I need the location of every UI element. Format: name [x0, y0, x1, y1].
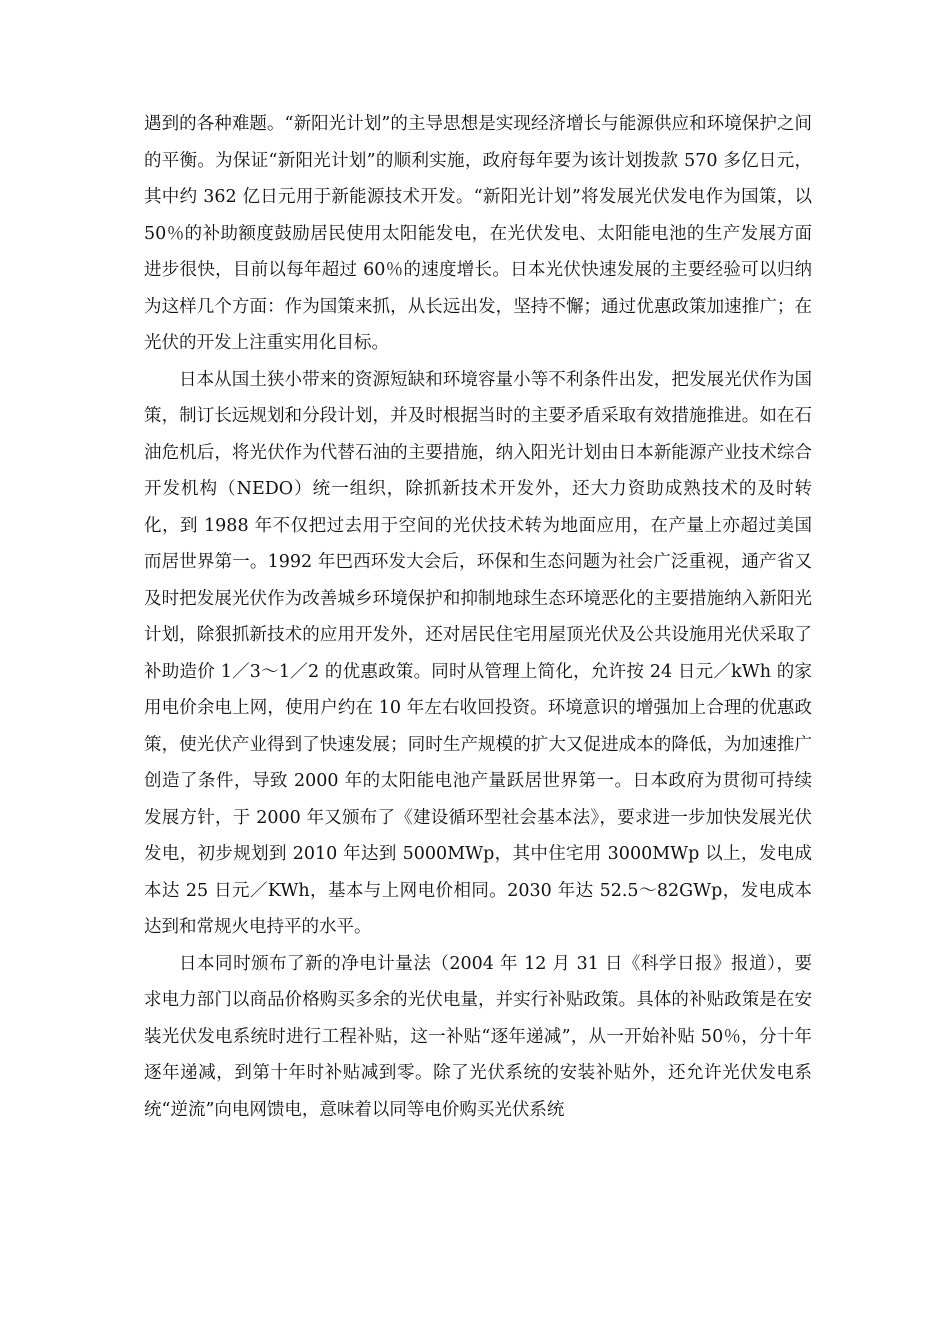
paragraph-net-metering: 日本同时颁布了新的净电计量法（2004 年 12 月 31 日《科学日报》报道），要求电力部门以商品价格购买多余的光伏电量，并实行补贴政策。具体的补贴政策是在安装光伏发电系统时进行工程补贴，这一补贴“逐年递减”，从一开始补贴 50％，分十年逐年递减，到第十年时补贴减到零。除了光伏系统的安装补贴外，还允许光伏发电系统“逆流”向电网馈电，意味着以同等电价购买光伏系统	[144, 953, 812, 1120]
body-text	[144, 106, 812, 1128]
paragraph-continued: 遇到的各种难题。“新阳光计划”的主导思想是实现经济增长与能源供应和环境保护之间的平衡。为保证“新阳光计划”的顺利实施，政府每年要为该计划拨款 570 多亿日元，其中约 362 亿日元用于新能源技术开发。“新阳光计划”将发展光伏发电作为国策，以 50％的补助额度鼓励居民使用太阳能发电，在光伏发电、太阳能电池的生产发展方面进步很快，目前以每年超过 60％的速度增长。日本光伏快速发展的主要经验可以归纳为这样几个方面：作为国策来抓，从长远出发，坚持不懈；通过优惠政策加速推广；在光伏的开发上注重实用化目标。	[144, 114, 812, 353]
paragraph-japan-pv-policy: 日本从国土狭小带来的资源短缺和环境容量小等不利条件出发，把发展光伏作为国策，制订长远规划和分段计划，并及时根据当时的主要矛盾采取有效措施推进。如在石油危机后，将光伏作为代替石油的主要措施，纳入阳光计划由日本新能源产业技术综合开发机构（NEDO）统一组织，除抓新技术开发外，还大力资助成熟技术的及时转化，到 1988 年不仅把过去用于空间的光伏技术转为地面应用，在产量上亦超过美国而居世界第一。1992 年巴西环发大会后，环保和生态问题为社会广泛重视，通产省又及时把发展光伏作为改善城乡环境保护和抑制地球生态环境恶化的主要措施纳入新阳光计划，除狠抓新技术的应用开发外，还对居民住宅用屋顶光伏及公共设施用光伏采取了补助造价 1／3～1／2 的优惠政策。同时从管理上简化，允许按 24 日元／kWh 的家用电价余电上网，使用户约在 10 年左右收回投资。环境意识的增强加上合理的优惠政策，使光伏产业得到了快速发展；同时生产规模的扩大又促进成本的降低，为加速推广创造了条件，导致 2000 年的太阳能电池产量跃居世界第一。日本政府为贯彻可持续发展方针，于 2000 年又颁布了《建设循环型社会基本法》，要求进一步加快发展光伏发电，初步规划到 2010 年达到 5000MWp，其中住宅用 3000MWp 以上，发电成本达 25 日元／KWh，基本与上网电价相同。2030 年达 52.5～82GWp，发电成本达到和常规火电持平的水平。	[144, 369, 812, 937]
